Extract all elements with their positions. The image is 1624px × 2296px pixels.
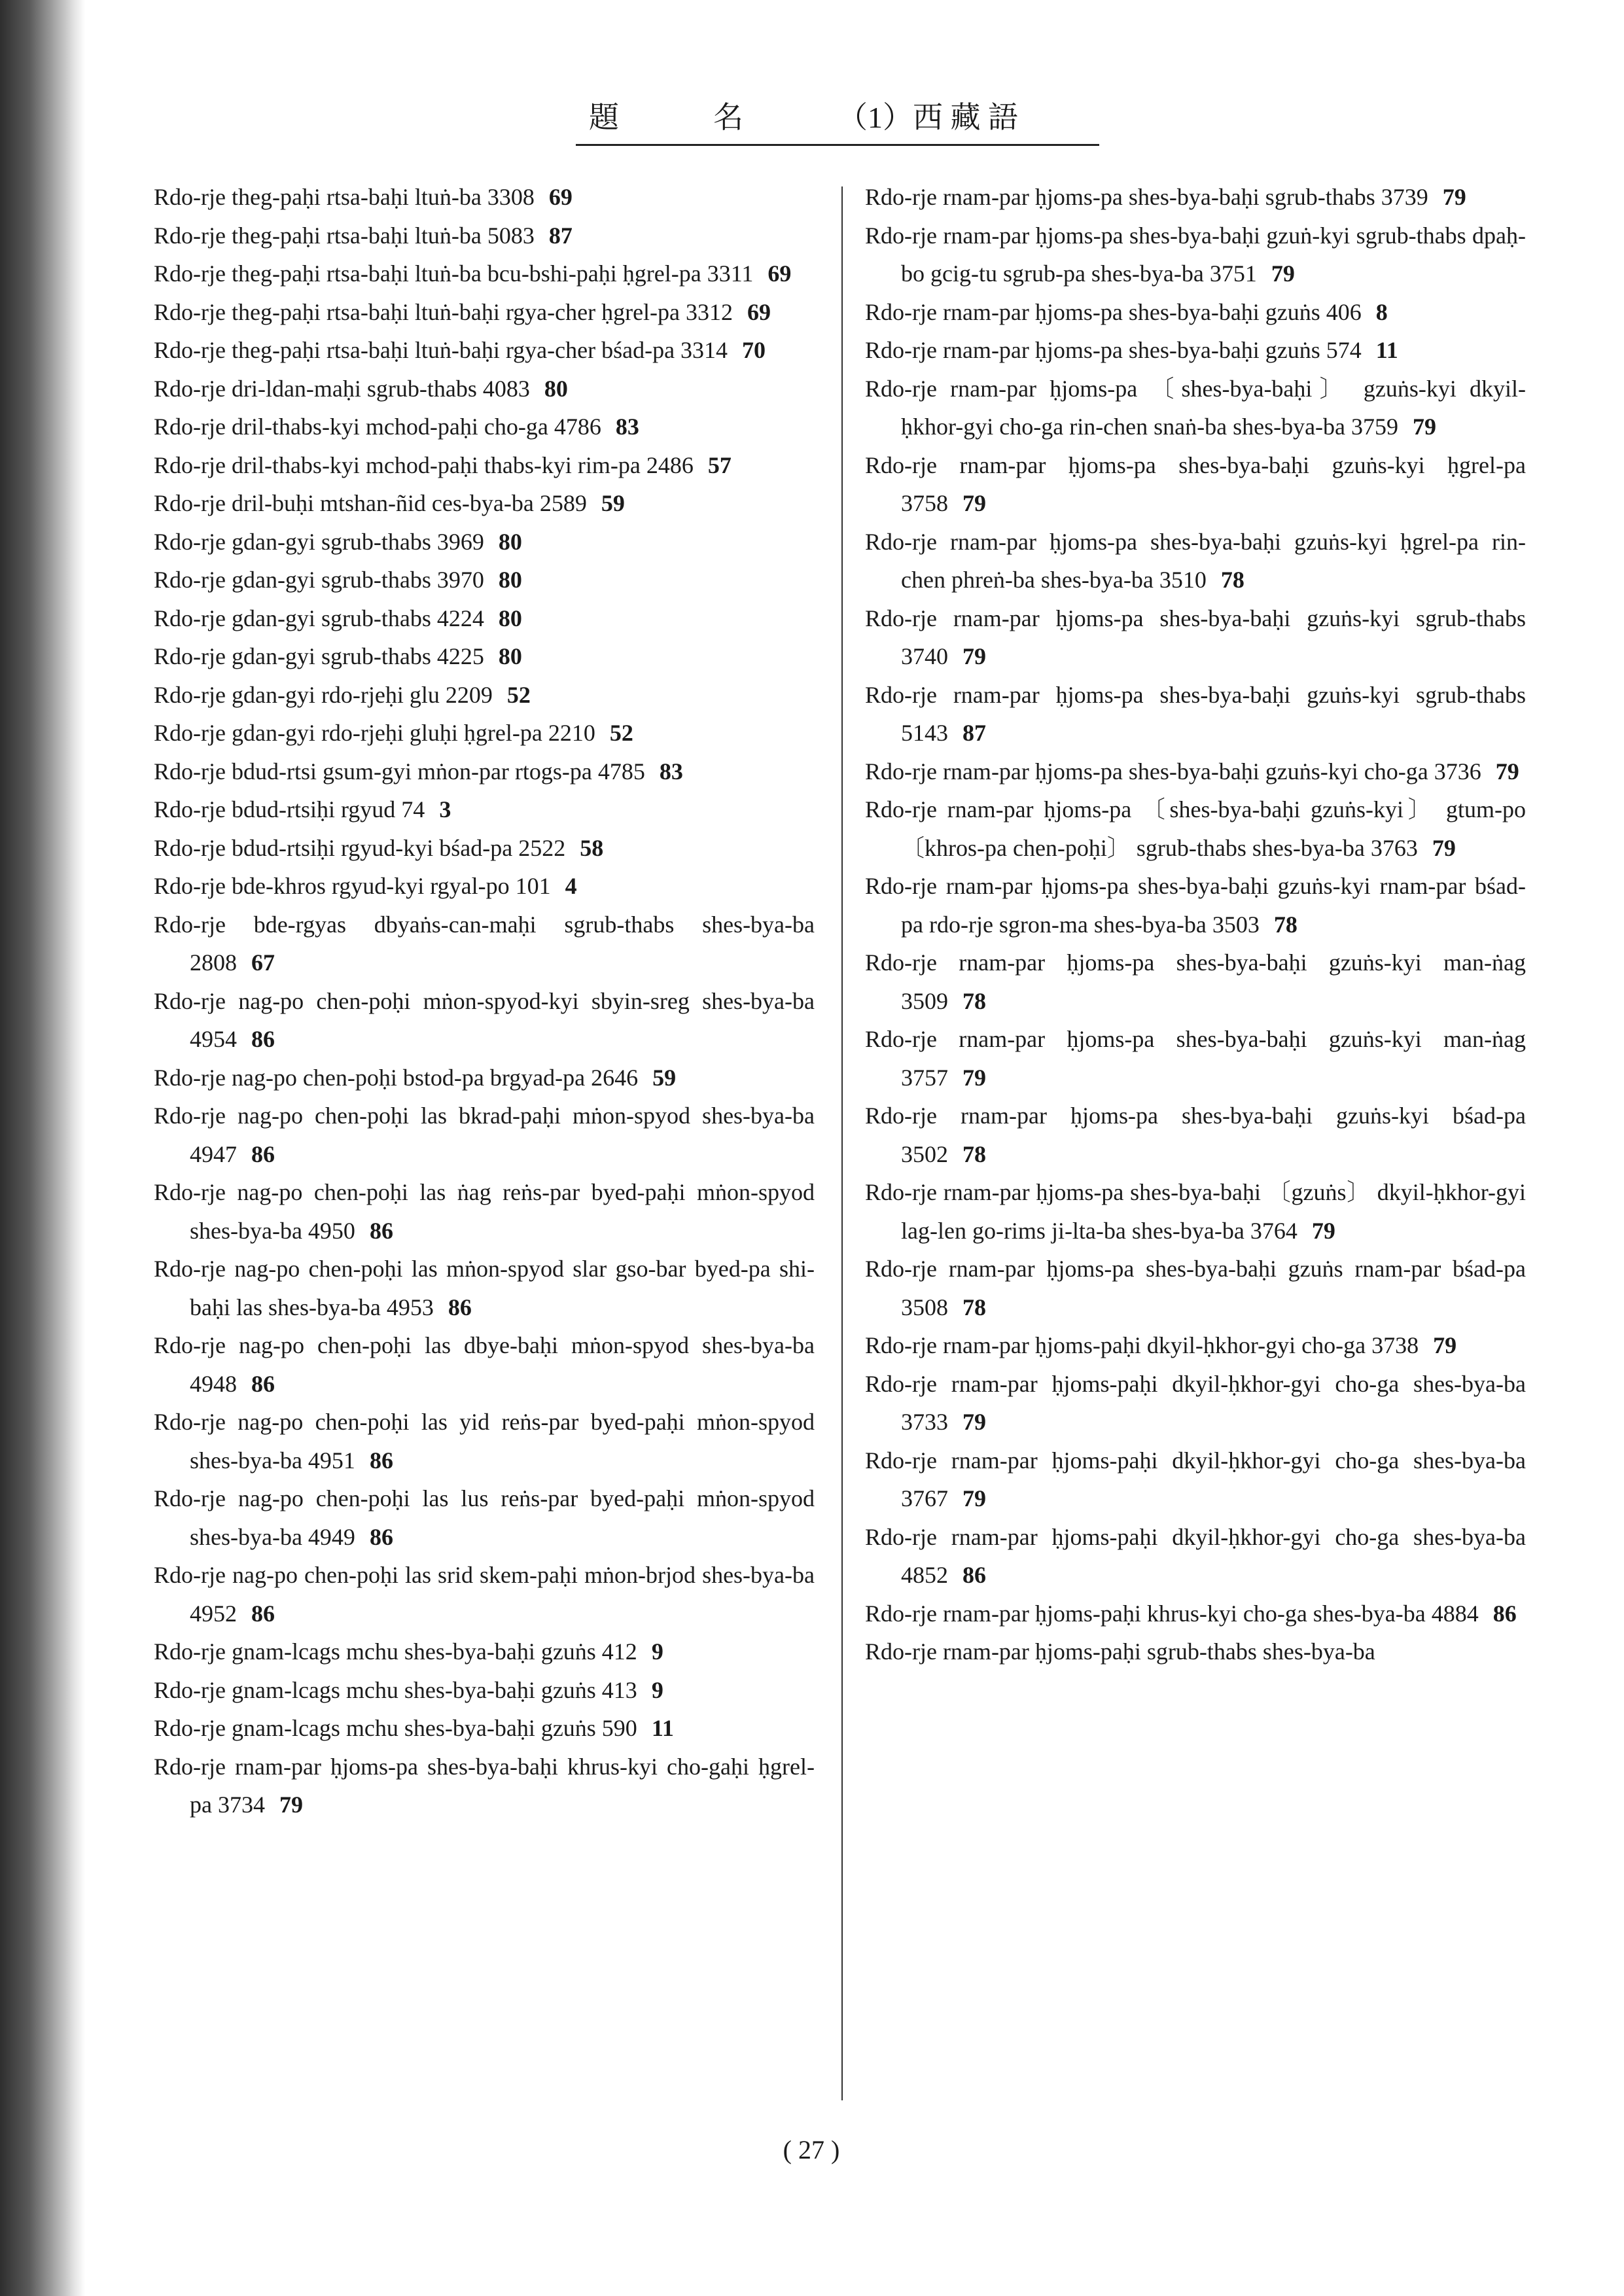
left-column: [154, 178, 815, 1824]
index-entry: [865, 1173, 1526, 1250]
entry-page-ref: 79: [962, 643, 986, 669]
header-title-char-1: 題: [589, 101, 619, 134]
index-entry: [154, 408, 815, 446]
index-entry: [865, 446, 1526, 523]
entry-page-ref: 8: [1375, 298, 1388, 325]
index-entry: [865, 523, 1526, 599]
entry-title: Rdo-rje gdan-gyi sgrub-thabs 3970: [154, 567, 484, 593]
entry-page-ref: 86: [962, 1562, 986, 1588]
index-entry: [154, 1671, 815, 1710]
entry-title: Rdo-rje rnam-par ḥjoms-pa shes-bya-baḥi gzuṅs-kyi man-ṅag 3757: [865, 1026, 1526, 1091]
index-entry: [154, 599, 815, 638]
entry-title: Rdo-rje rnam-par ḥjoms-pa shes-bya-baḥi gzuṅ-kyi sgrub-thabs dpaḥ-bo gcig-tu sgrub-pa shes-bya-ba 3751: [865, 222, 1526, 287]
index-entry: [154, 906, 815, 982]
entry-title: Rdo-rje rnam-par ḥjoms-paḥi khrus-kyi cho-ga shes-bya-ba 4884: [865, 1600, 1479, 1627]
entry-title: Rdo-rje bde-khros rgyud-kyi rgyal-po 101: [154, 873, 551, 899]
index-entry: [865, 1518, 1526, 1595]
entry-title: Rdo-rje nag-po chen-poḥi las lus reṅs-par byed-paḥi mṅon-spyod shes-bya-ba 4949: [154, 1485, 815, 1550]
index-entry: [154, 1633, 815, 1671]
entry-title: Rdo-rje gnam-lcags mchu shes-bya-baḥi gzuṅs 412: [154, 1638, 637, 1665]
entry-page-ref: 78: [1273, 911, 1297, 938]
index-entry: [865, 599, 1526, 676]
index-entry: [154, 1250, 815, 1326]
index-entry: [154, 1556, 815, 1633]
entry-page-ref: 69: [548, 184, 573, 210]
entry-page-ref: 59: [652, 1064, 677, 1091]
index-entry: [154, 178, 815, 217]
entry-title: Rdo-rje theg-paḥi rtsa-baḥi ltuṅ-ba bcu-bshi-paḥi ḥgrel-pa 3311: [154, 260, 754, 287]
right-column: [865, 178, 1526, 1671]
index-entry: [865, 676, 1526, 752]
index-entry: [154, 752, 815, 791]
entry-page-ref: 86: [369, 1523, 393, 1550]
entry-page-ref: 79: [1413, 414, 1437, 440]
entry-page-ref: 59: [601, 490, 625, 516]
index-entry: [154, 790, 815, 829]
running-header: [576, 98, 1099, 146]
index-entry: [865, 1365, 1526, 1441]
entry-page-ref: 86: [251, 1026, 275, 1052]
index-entry: [865, 217, 1526, 293]
entry-title: Rdo-rje nag-po chen-poḥi las ṅag reṅs-par byed-paḥi mṅon-spyod shes-bya-ba 4950: [154, 1179, 815, 1244]
index-entry: [154, 255, 815, 293]
index-entry: [865, 1633, 1526, 1671]
entry-title: Rdo-rje rnam-par ḥjoms-pa shes-bya-baḥi gzuṅs-kyi ḥgrel-pa rin-chen phreṅ-ba shes-bya-ba 3510: [865, 528, 1526, 593]
entry-title: Rdo-rje rnam-par ḥjoms-paḥi dkyil-ḥkhor-gyi cho-ga 3738: [865, 1332, 1419, 1358]
entry-title: Rdo-rje theg-paḥi rtsa-baḥi ltuṅ-baḥi rgya-cher ḥgrel-pa 3312: [154, 298, 733, 325]
entry-title: Rdo-rje bdud-rtsiḥi rgyud-kyi bśad-pa 2522: [154, 834, 566, 861]
scan-binding-shadow: [0, 0, 85, 2296]
entry-title: Rdo-rje dri-ldan-maḥi sgrub-thabs 4083: [154, 375, 530, 402]
entry-title: Rdo-rje rnam-par ḥjoms-pa shes-bya-baḥi gzuṅs-kyi man-ṅag 3509: [865, 949, 1526, 1014]
entry-title: Rdo-rje bde-rgyas dbyaṅs-can-maḥi sgrub-thabs shes-bya-ba 2808: [154, 911, 815, 976]
entry-page-ref: 79: [1432, 834, 1456, 861]
index-entry: [154, 561, 815, 599]
entry-page-ref: 52: [609, 720, 633, 746]
entry-title: Rdo-rje rnam-par ḥjoms-pa shes-bya-baḥi gzuṅs-kyi ḥgrel-pa 3758: [865, 451, 1526, 516]
entry-page-ref: 70: [742, 337, 766, 363]
entry-title: Rdo-rje theg-paḥi rtsa-baḥi ltuṅ-ba 3308: [154, 184, 535, 210]
entry-title: Rdo-rje theg-paḥi rtsa-baḥi ltuṅ-baḥi rgya-cher bśad-pa 3314: [154, 337, 728, 363]
entry-page-ref: 83: [615, 414, 639, 440]
entry-page-ref: 80: [498, 567, 522, 593]
entry-title: Rdo-rje rnam-par ḥjoms-paḥi sgrub-thabs shes-bya-ba: [865, 1638, 1375, 1665]
index-entry: [154, 1479, 815, 1556]
index-entry: [154, 829, 815, 868]
index-entry: [865, 1250, 1526, 1326]
index-entry: [865, 1097, 1526, 1173]
entry-title: Rdo-rje rnam-par ḥjoms-pa shes-bya-baḥi gzuṅs-kyi sgrub-thabs 3740: [865, 605, 1526, 669]
entry-title: Rdo-rje nag-po chen-poḥi mṅon-spyod-kyi sbyin-sreg shes-bya-ba 4954: [154, 987, 815, 1052]
entry-page-ref: 78: [1220, 567, 1244, 593]
entry-page-ref: 80: [498, 605, 522, 631]
entry-page-ref: 52: [506, 681, 531, 708]
entry-page-ref: 58: [580, 834, 604, 861]
entry-page-ref: 80: [544, 375, 568, 402]
index-entry: [154, 484, 815, 523]
index-entry: [865, 331, 1526, 370]
entry-page-ref: 86: [251, 1600, 275, 1627]
header-title-char-2: 名: [713, 101, 743, 134]
entry-title: Rdo-rje theg-paḥi rtsa-baḥi ltuṅ-ba 5083: [154, 222, 535, 249]
entry-page-ref: 86: [251, 1370, 275, 1397]
column-divider: [841, 186, 843, 2100]
page-number: ( 27 ): [783, 2135, 840, 2164]
index-entry: [865, 178, 1526, 217]
entry-title: Rdo-rje nag-po chen-poḥi las yid reṅs-par byed-paḥi mṅon-spyod shes-bya-ba 4951: [154, 1409, 815, 1474]
entry-page-ref: 67: [251, 949, 275, 976]
entry-page-ref: 86: [369, 1217, 393, 1244]
entry-page-ref: 79: [279, 1792, 303, 1818]
entry-title: Rdo-rje gdan-gyi sgrub-thabs 3969: [154, 528, 484, 555]
entry-title: Rdo-rje rnam-par ḥjoms-pa shes-bya-baḥi gzuṅs-kyi bśad-pa 3502: [865, 1103, 1526, 1167]
index-entry: [865, 867, 1526, 944]
entry-page-ref: 79: [1433, 1332, 1457, 1358]
index-entry: [865, 1441, 1526, 1518]
entry-title: Rdo-rje gdan-gyi rdo-rjeḥi gluḥi ḥgrel-pa 2210: [154, 720, 595, 746]
entry-page-ref: 79: [1311, 1217, 1335, 1244]
index-entry: [865, 790, 1526, 867]
entry-page-ref: 3: [439, 796, 451, 822]
index-entry: [154, 1709, 815, 1748]
entry-page-ref: 78: [962, 1140, 986, 1167]
entry-page-ref: 86: [369, 1447, 393, 1474]
entry-page-ref: 11: [1375, 337, 1398, 363]
entry-title: Rdo-rje gnam-lcags mchu shes-bya-baḥi gzuṅs 413: [154, 1676, 637, 1703]
entry-page-ref: 78: [962, 987, 986, 1014]
entry-title: Rdo-rje gdan-gyi sgrub-thabs 4224: [154, 605, 484, 631]
entry-page-ref: 69: [768, 260, 792, 287]
entry-page-ref: 79: [962, 490, 986, 516]
entry-page-ref: 79: [1271, 260, 1295, 287]
entry-page-ref: 86: [448, 1294, 472, 1320]
index-entry: [154, 293, 815, 332]
entry-title: Rdo-rje gdan-gyi rdo-rjeḥi glu 2209: [154, 681, 493, 708]
entry-title: Rdo-rje rnam-par ḥjoms-paḥi dkyil-ḥkhor-gyi cho-ga shes-bya-ba 3767: [865, 1447, 1526, 1511]
index-entry: [154, 1748, 815, 1824]
index-entry: [154, 1403, 815, 1479]
index-entry: [154, 523, 815, 561]
entry-title: Rdo-rje rnam-par ḥjoms-pa shes-bya-baḥi gzuṅs-kyi cho-ga 3736: [865, 758, 1481, 785]
index-entry: [865, 1020, 1526, 1097]
entry-title: Rdo-rje rnam-par ḥjoms-pa 〔shes-bya-baḥi〕 gzuṅs-kyi dkyil-ḥkhor-gyi cho-ga rin-chen snaṅ-ba shes-bya-ba 3759: [865, 375, 1526, 440]
entry-title: Rdo-rje rnam-par ḥjoms-pa shes-bya-baḥi gzuṅs rnam-par bśad-pa 3508: [865, 1256, 1526, 1320]
entry-title: Rdo-rje rnam-par ḥjoms-pa shes-bya-baḥi gzuṅs 574: [865, 337, 1362, 363]
entry-title: Rdo-rje rnam-par ḥjoms-paḥi dkyil-ḥkhor-gyi cho-ga shes-bya-ba 4852: [865, 1523, 1526, 1588]
entry-title: Rdo-rje nag-po chen-poḥi las mṅon-spyod slar gso-bar byed-pa shi-baḥi las shes-bya-ba 4953: [154, 1256, 815, 1320]
index-entry: [154, 1059, 815, 1097]
index-entry: [865, 944, 1526, 1020]
entry-page-ref: 80: [498, 643, 522, 669]
index-entry: [154, 1326, 815, 1403]
entry-title: Rdo-rje dril-thabs-kyi mchod-paḥi cho-ga 4786: [154, 414, 601, 440]
entry-page-ref: 79: [962, 1485, 986, 1511]
entry-page-ref: 79: [1442, 184, 1466, 210]
entry-page-ref: 79: [1495, 758, 1519, 785]
index-entry: [154, 714, 815, 752]
entry-title: Rdo-rje rnam-par ḥjoms-paḥi dkyil-ḥkhor-gyi cho-ga shes-bya-ba 3733: [865, 1370, 1526, 1435]
index-entry: [865, 293, 1526, 332]
index-entry: [865, 370, 1526, 446]
index-entry: [154, 637, 815, 676]
entry-page-ref: 78: [962, 1294, 986, 1320]
entry-title: Rdo-rje gdan-gyi sgrub-thabs 4225: [154, 643, 484, 669]
entry-title: Rdo-rje gnam-lcags mchu shes-bya-baḥi gzuṅs 590: [154, 1715, 637, 1741]
entry-page-ref: 79: [962, 1064, 986, 1091]
entry-page-ref: 9: [651, 1676, 663, 1703]
entry-title: Rdo-rje rnam-par ḥjoms-pa shes-bya-baḥi gzuṅs 406: [865, 298, 1362, 325]
index-entry: [154, 982, 815, 1059]
index-entry: [865, 752, 1526, 791]
index-entry: [154, 1097, 815, 1173]
entry-title: Rdo-rje rnam-par ḥjoms-pa shes-bya-baḥi gzuṅs-kyi rnam-par bśad-pa rdo-rje sgron-ma shes-bya-ba 3503: [865, 873, 1526, 938]
entry-title: Rdo-rje nag-po chen-poḥi las bkrad-paḥi mṅon-spyod shes-bya-ba 4947: [154, 1103, 815, 1167]
entry-page-ref: 86: [251, 1140, 275, 1167]
entry-page-ref: 83: [659, 758, 683, 785]
entry-title: Rdo-rje dril-buḥi mtshan-ñid ces-bya-ba 2589: [154, 490, 587, 516]
index-entry: [865, 1326, 1526, 1365]
entry-title: Rdo-rje bdud-rtsi gsum-gyi mṅon-par rtogs-pa 4785: [154, 758, 645, 785]
index-entry: [154, 867, 815, 906]
entry-title: Rdo-rje bdud-rtsiḥi rgyud 74: [154, 796, 425, 822]
entry-page-ref: 11: [651, 1715, 674, 1741]
entry-title: Rdo-rje rnam-par ḥjoms-pa shes-bya-baḥi gzuṅs-kyi sgrub-thabs 5143: [865, 681, 1526, 746]
entry-page-ref: 9: [651, 1638, 663, 1665]
entry-title: Rdo-rje dril-thabs-kyi mchod-paḥi thabs-kyi rim-pa 2486: [154, 451, 694, 478]
entry-page-ref: 57: [707, 451, 732, 478]
index-entry: [154, 370, 815, 408]
index-entry: [154, 446, 815, 485]
entry-title: Rdo-rje nag-po chen-poḥi bstod-pa brgyad-pa 2646: [154, 1064, 639, 1091]
index-entry: [154, 331, 815, 370]
entry-page-ref: 69: [747, 298, 771, 325]
index-entry: [154, 676, 815, 715]
header-section: （1）西 藏 語: [838, 101, 1018, 134]
entry-page-ref: 87: [548, 222, 573, 249]
index-entry: [865, 1595, 1526, 1633]
entry-title: Rdo-rje rnam-par ḥjoms-pa shes-bya-baḥi 〔gzuṅs〕 dkyil-ḥkhor-gyi lag-len go-rims ji-lta-ba shes-bya-ba 3764: [865, 1179, 1526, 1244]
entry-page-ref: 86: [1492, 1600, 1517, 1627]
entry-title: Rdo-rje nag-po chen-poḥi las srid skem-paḥi mṅon-brjod shes-bya-ba 4952: [154, 1562, 815, 1627]
entry-title: Rdo-rje rnam-par ḥjoms-pa shes-bya-baḥi khrus-kyi cho-gaḥi ḥgrel-pa 3734: [154, 1753, 815, 1818]
entry-page-ref: 4: [565, 873, 577, 899]
index-entry: [154, 1173, 815, 1250]
entry-title: Rdo-rje rnam-par ḥjoms-pa 〔shes-bya-baḥi gzuṅs-kyi〕 gtum-po 〔khros-pa chen-poḥi〕 sgrub-thabs shes-bya-ba 3763: [865, 796, 1526, 861]
entry-title: Rdo-rje nag-po chen-poḥi las dbye-baḥi mṅon-spyod shes-bya-ba 4948: [154, 1332, 815, 1397]
entry-page-ref: 80: [498, 528, 522, 555]
entry-page-ref: 87: [962, 720, 986, 746]
entry-title: Rdo-rje rnam-par ḥjoms-pa shes-bya-baḥi sgrub-thabs 3739: [865, 184, 1428, 210]
index-entry: [154, 217, 815, 255]
entry-page-ref: 79: [962, 1409, 986, 1435]
